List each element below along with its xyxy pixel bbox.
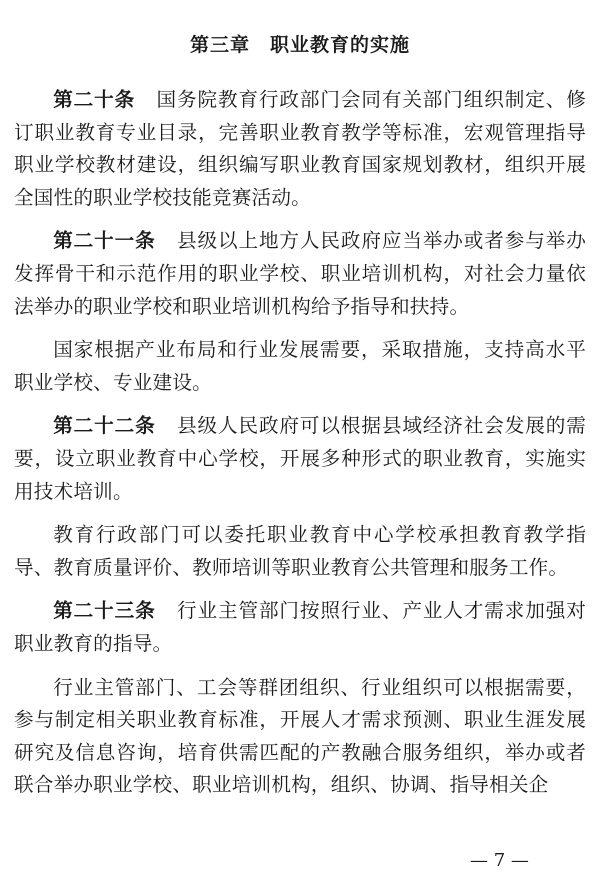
paragraph-text: 国家根据产业布局和行业发展需要，采取措施，支持高水平职业学校、专业建设。 bbox=[14, 338, 586, 394]
article-number: 第二十二条 bbox=[53, 414, 156, 438]
page-number: — 7 — bbox=[470, 850, 529, 871]
article-text: 国务院教育行政部门会同有关部门组织制定、修订职业教育专业目录，完善职业教育教学等标准，宏观管理指导职业学校教材建设，组织编写职业教育国家规划教材，组织开展全国性的职业学校技能竞赛活动。 bbox=[14, 88, 586, 209]
article-22-subparagraph bbox=[14, 519, 586, 584]
article-text: 县级以上地方人民政府应当举办或者参与举办发挥骨干和示范作用的职业学校、职业培训机构，对社会力量依法举办的职业学校和职业培训机构给予指导和扶持。 bbox=[14, 229, 587, 318]
article-23-paragraph bbox=[14, 595, 586, 660]
article-21-paragraph bbox=[14, 225, 586, 323]
article-20-paragraph bbox=[14, 84, 586, 214]
article-number: 第二十条 bbox=[53, 88, 136, 111]
article-text: 县级人民政府可以根据县域经济社会发展的需要，设立职业教育中心学校，开展多种形式的职业教育，实施实用技术培训。 bbox=[14, 414, 587, 503]
document-body bbox=[14, 84, 586, 802]
chapter-title: 第三章 职业教育的实施 bbox=[189, 34, 410, 56]
article-text: 行业主管部门按照行业、产业人才需求加强对职业教育的指导。 bbox=[14, 599, 587, 655]
article-number: 第二十一条 bbox=[53, 229, 156, 253]
article-22-paragraph bbox=[14, 410, 586, 508]
paragraph-text: 教育行政部门可以委托职业教育中心学校承担教育教学指导、教育质量评价、教师培训等职业教育公共管理和服务工作。 bbox=[14, 523, 586, 579]
paragraph-text: 行业主管部门、工会等群团组织、行业组织可以根据需要，参与制定相关职业教育标准，开展人才需求预测、职业生涯发展研究及信息咨询，培育供需匹配的产教融合服务组织，举办或者联合举办职业学校、职业培训机构，组织、协调、指导相关企 bbox=[14, 675, 586, 797]
article-21-subparagraph bbox=[14, 334, 586, 399]
article-23-subparagraph bbox=[14, 672, 586, 802]
article-number: 第二十三条 bbox=[53, 599, 156, 623]
